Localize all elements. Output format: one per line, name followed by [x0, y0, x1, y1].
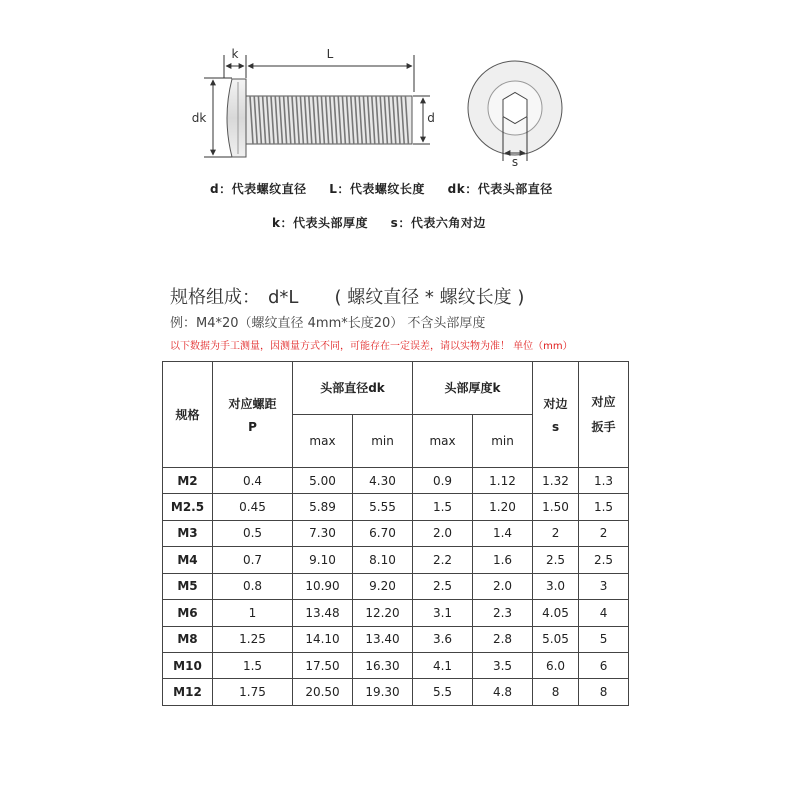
cell-dk-max: 14.10: [293, 626, 353, 652]
header-k: 头部厚度k: [413, 362, 533, 415]
header-pitch: [213, 362, 293, 468]
cell-dk-min: 12.20: [353, 600, 413, 626]
cell-k-max: 2.0: [413, 520, 473, 546]
spec-title: [170, 283, 524, 309]
legend-item: dk：代表头部直径: [447, 182, 553, 196]
cell-wrench: 4: [579, 600, 629, 626]
legend-item: d：代表螺纹直径: [210, 182, 307, 196]
header-wrench: [579, 362, 629, 468]
cell-wrench: 6: [579, 653, 629, 679]
cell-dk-max: 7.30: [293, 520, 353, 546]
cell-pitch: 1.5: [213, 653, 293, 679]
cell-s: 6.0: [533, 653, 579, 679]
cell-s: 4.05: [533, 600, 579, 626]
cell-k-max: 3.6: [413, 626, 473, 652]
header-dk: 头部直径dk: [293, 362, 413, 415]
cell-s: 8: [533, 679, 579, 706]
label-dk: dk: [191, 111, 207, 125]
header-size: 规格: [163, 362, 213, 468]
legend-row-1: [210, 180, 553, 197]
cell-dk-max: 20.50: [293, 679, 353, 706]
cell-size: M2.5: [163, 494, 213, 520]
cell-dk-min: 8.10: [353, 547, 413, 573]
header-s-line2: s: [551, 419, 560, 434]
table-row: [163, 520, 629, 546]
cell-dk-min: 19.30: [353, 679, 413, 706]
legend-row-2: [272, 214, 486, 231]
cell-dk-min: 13.40: [353, 626, 413, 652]
cell-dk-max: 5.89: [293, 494, 353, 520]
cell-wrench: 8: [579, 679, 629, 706]
cell-dk-min: 16.30: [353, 653, 413, 679]
cell-k-min: 3.5: [473, 653, 533, 679]
cell-pitch: 0.4: [213, 467, 293, 493]
cell-size: M10: [163, 653, 213, 679]
hex-socket: [503, 93, 527, 124]
cell-k-min: 2.0: [473, 573, 533, 599]
header-dk-min: min: [353, 414, 413, 467]
cell-dk-min: 4.30: [353, 467, 413, 493]
screw-head: [227, 79, 246, 157]
cell-s: 2: [533, 520, 579, 546]
header-wrench-line2: 扳手: [591, 420, 616, 435]
table-row: [163, 467, 629, 493]
cell-dk-min: 9.20: [353, 573, 413, 599]
spec-table-body: [163, 467, 629, 705]
cell-size: M6: [163, 600, 213, 626]
cell-k-min: 2.3: [473, 600, 533, 626]
header-pitch-line1: 对应螺距: [228, 396, 277, 411]
cell-k-max: 4.1: [413, 653, 473, 679]
cell-k-min: 4.8: [473, 679, 533, 706]
cell-wrench: 2.5: [579, 547, 629, 573]
header-wrench-line1: 对应: [591, 395, 616, 410]
cell-k-max: 2.2: [413, 547, 473, 573]
table-row: [163, 573, 629, 599]
cell-wrench: 3: [579, 573, 629, 599]
cell-k-min: 1.4: [473, 520, 533, 546]
cell-wrench: 1.3: [579, 467, 629, 493]
cell-size: M4: [163, 547, 213, 573]
cell-k-min: 1.20: [473, 494, 533, 520]
cell-wrench: 2: [579, 520, 629, 546]
header-k-max: max: [413, 414, 473, 467]
header-pitch-line2: P: [248, 419, 257, 434]
cell-size: M12: [163, 679, 213, 706]
cell-wrench: 1.5: [579, 494, 629, 520]
cell-dk-min: 5.55: [353, 494, 413, 520]
cell-s: 1.32: [533, 467, 579, 493]
spec-example: 例：M4*20（螺纹直径 4mm*长度20） 不含头部厚度: [170, 316, 486, 331]
table-row: [163, 600, 629, 626]
cell-k-min: 1.12: [473, 467, 533, 493]
header-row: [163, 362, 629, 415]
cell-pitch: 0.5: [213, 520, 293, 546]
cell-pitch: 0.7: [213, 547, 293, 573]
cell-k-max: 5.5: [413, 679, 473, 706]
header-dk-max: max: [293, 414, 353, 467]
cell-s: 2.5: [533, 547, 579, 573]
measurement-note: 以下数据为手工测量，因测量方式不同，可能存在一定误差，请以实物为准！ 单位（mm）: [170, 341, 573, 352]
cell-size: M2: [163, 467, 213, 493]
cell-pitch: 0.8: [213, 573, 293, 599]
cell-pitch: 1: [213, 600, 293, 626]
cell-wrench: 5: [579, 626, 629, 652]
spec-title-label: 规格组成：: [170, 287, 260, 308]
spec-explain: ( 螺纹直径 * 螺纹长度 ): [334, 287, 525, 308]
cell-s: 5.05: [533, 626, 579, 652]
cell-size: M3: [163, 520, 213, 546]
header-s: [533, 362, 579, 468]
spec-formula: d*L: [268, 287, 299, 308]
cell-k-max: 0.9: [413, 467, 473, 493]
table-row: [163, 494, 629, 520]
cell-dk-min: 6.70: [353, 520, 413, 546]
cell-dk-max: 10.90: [293, 573, 353, 599]
cell-k-min: 1.6: [473, 547, 533, 573]
table-row: [163, 626, 629, 652]
cell-size: M5: [163, 573, 213, 599]
legend-item: k：代表头部厚度: [272, 216, 368, 230]
table-row: [163, 547, 629, 573]
label-d: d: [427, 111, 435, 125]
cell-k-max: 1.5: [413, 494, 473, 520]
cell-k-max: 2.5: [413, 573, 473, 599]
cell-dk-max: 17.50: [293, 653, 353, 679]
cell-pitch: 0.45: [213, 494, 293, 520]
cell-size: M8: [163, 626, 213, 652]
table-row: [163, 653, 629, 679]
cell-k-min: 2.8: [473, 626, 533, 652]
spec-table: [162, 361, 629, 706]
cell-s: 3.0: [533, 573, 579, 599]
table-row: [163, 679, 629, 706]
cell-pitch: 1.25: [213, 626, 293, 652]
cell-dk-max: 13.48: [293, 600, 353, 626]
cell-dk-max: 5.00: [293, 467, 353, 493]
header-s-line1: 对边: [543, 396, 568, 411]
legend-item: L：代表螺纹长度: [329, 182, 425, 196]
cell-s: 1.50: [533, 494, 579, 520]
label-k: k: [231, 47, 239, 61]
label-L: L: [326, 47, 334, 61]
cell-pitch: 1.75: [213, 679, 293, 706]
legend-item: s：代表六角对边: [390, 216, 486, 230]
cell-k-max: 3.1: [413, 600, 473, 626]
label-s: s: [511, 155, 519, 169]
cell-dk-max: 9.10: [293, 547, 353, 573]
header-k-min: min: [473, 414, 533, 467]
